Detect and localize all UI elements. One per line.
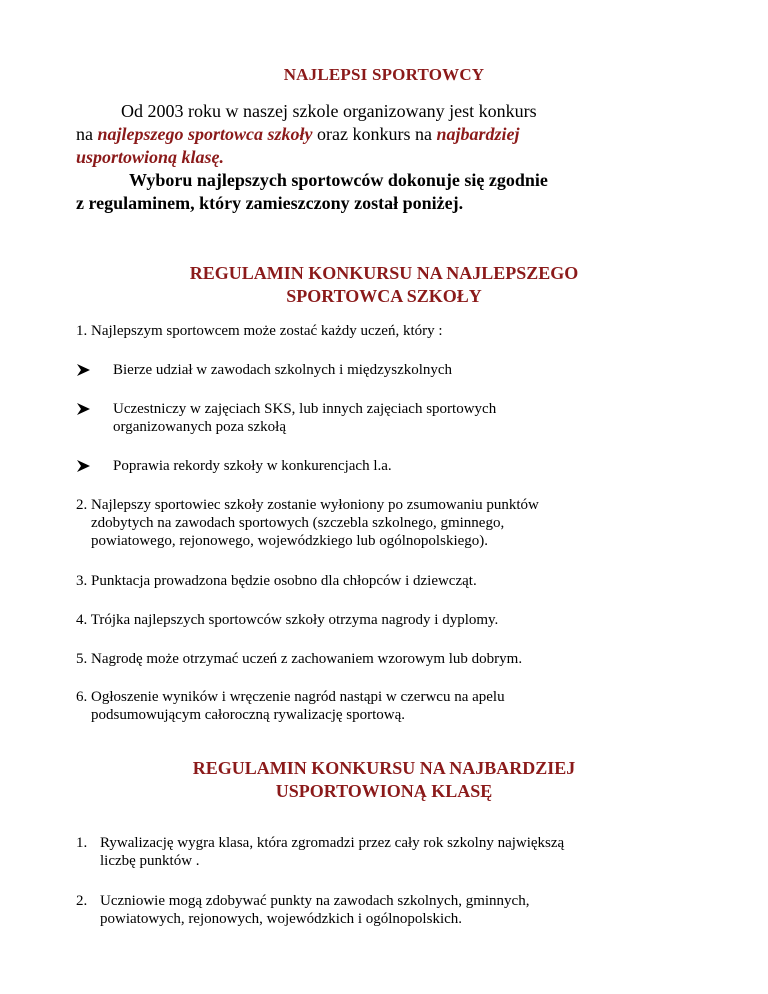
rule-text: liczbę punktów . — [100, 853, 200, 869]
intro-text: oraz konkurs na — [312, 124, 437, 144]
section-heading-line: REGULAMIN KONKURSU NA NAJLEPSZEGO — [189, 263, 579, 283]
intro-line-1 — [76, 100, 716, 123]
rule-text: Uczniowie mogą zdobywać punkty na zawodach szkolnych, gminnych, — [100, 893, 530, 909]
rule-text: podsumowującym całoroczną rywalizację sportową. — [91, 707, 406, 723]
section-heading-line: REGULAMIN KONKURSU NA NAJBARDZIEJ — [192, 758, 576, 778]
rule-text: powiatowych, rejonowych, wojewódzkich i ogólnopolskich. — [100, 911, 463, 927]
bullet-text: Bierze udział w zawodach szkolnych i międzyszkolnych — [113, 362, 453, 378]
rule-text: powiatowego, rejonowego, wojewódzkiego lub ogólnopolskiego). — [91, 533, 489, 549]
rule-item-2 — [76, 496, 686, 550]
arrow-bullet-icon — [76, 364, 90, 376]
section-heading-best-athlete — [0, 262, 768, 308]
bullet-item — [76, 457, 636, 475]
rule-text: Rywalizację wygra klasa, która zgromadzi przez cały rok szkolny największą — [100, 835, 565, 851]
rule-item-1: 1. Najlepszym sportowcem może zostać każdy uczeń, który : — [76, 323, 443, 339]
intro-paragraph — [76, 100, 716, 215]
arrow-bullet-icon — [76, 460, 90, 472]
bullet-text: Poprawia rekordy szkoły w konkurencjach l.a. — [113, 458, 392, 474]
bullet-text: organizowanych poza szkołą — [113, 419, 286, 435]
intro-bold-line-2: z regulaminem, który zamieszczony został poniżej. — [76, 193, 464, 213]
rule-text: 2. Najlepszy sportowiec szkoły zostanie wyłoniony po zsumowaniu punktów — [76, 497, 539, 513]
intro-text: Od 2003 roku w naszej szkole organizowany jest konkurs — [121, 101, 537, 121]
emphasis-most-sporty: najbardziej — [436, 124, 520, 144]
emphasis-best-athlete: najlepszego sportowca szkoły — [97, 124, 313, 144]
section-heading-line: SPORTOWCA SZKOŁY — [286, 286, 482, 306]
intro-line-3 — [76, 146, 716, 169]
section-heading-most-sporty-class — [0, 757, 768, 803]
intro-text: na — [76, 124, 98, 144]
rule-item-3: 3. Punktacja prowadzona będzie osobno dla chłopców i dziewcząt. — [76, 573, 477, 589]
emphasis-class: usportowioną klasę. — [76, 147, 225, 167]
bullet-text: Uczestniczy w zajęciach SKS, lub innych zajęciach sportowych — [113, 401, 497, 417]
intro-line-2 — [76, 123, 716, 146]
page-title: NAJLEPSI SPORTOWCY — [283, 65, 485, 84]
intro-bold-line-1: Wyboru najlepszych sportowców dokonuje się zgodnie — [129, 170, 548, 190]
class-rule-item — [76, 834, 696, 870]
rule-text: zdobytych na zawodach sportowych (szczebla szkolnego, gminnego, — [91, 515, 505, 531]
rule-text: 6. Ogłoszenie wyników i wręczenie nagród nastąpi w czerwcu na apelu — [76, 689, 505, 705]
item-number: 1. — [76, 835, 88, 851]
class-rule-item — [76, 892, 696, 928]
bullet-item — [76, 400, 636, 436]
rule-item-6 — [76, 688, 686, 724]
bullet-item — [76, 361, 636, 379]
rule-item-5: 5. Nagrodę może otrzymać uczeń z zachowaniem wzorowym lub dobrym. — [76, 651, 523, 667]
arrow-bullet-icon — [76, 403, 90, 415]
section-heading-line: USPORTOWIONĄ KLASĘ — [275, 781, 493, 801]
rule-item-4: 4. Trójka najlepszych sportowców szkoły otrzyma nagrody i dyplomy. — [76, 612, 499, 628]
item-number: 2. — [76, 893, 88, 909]
